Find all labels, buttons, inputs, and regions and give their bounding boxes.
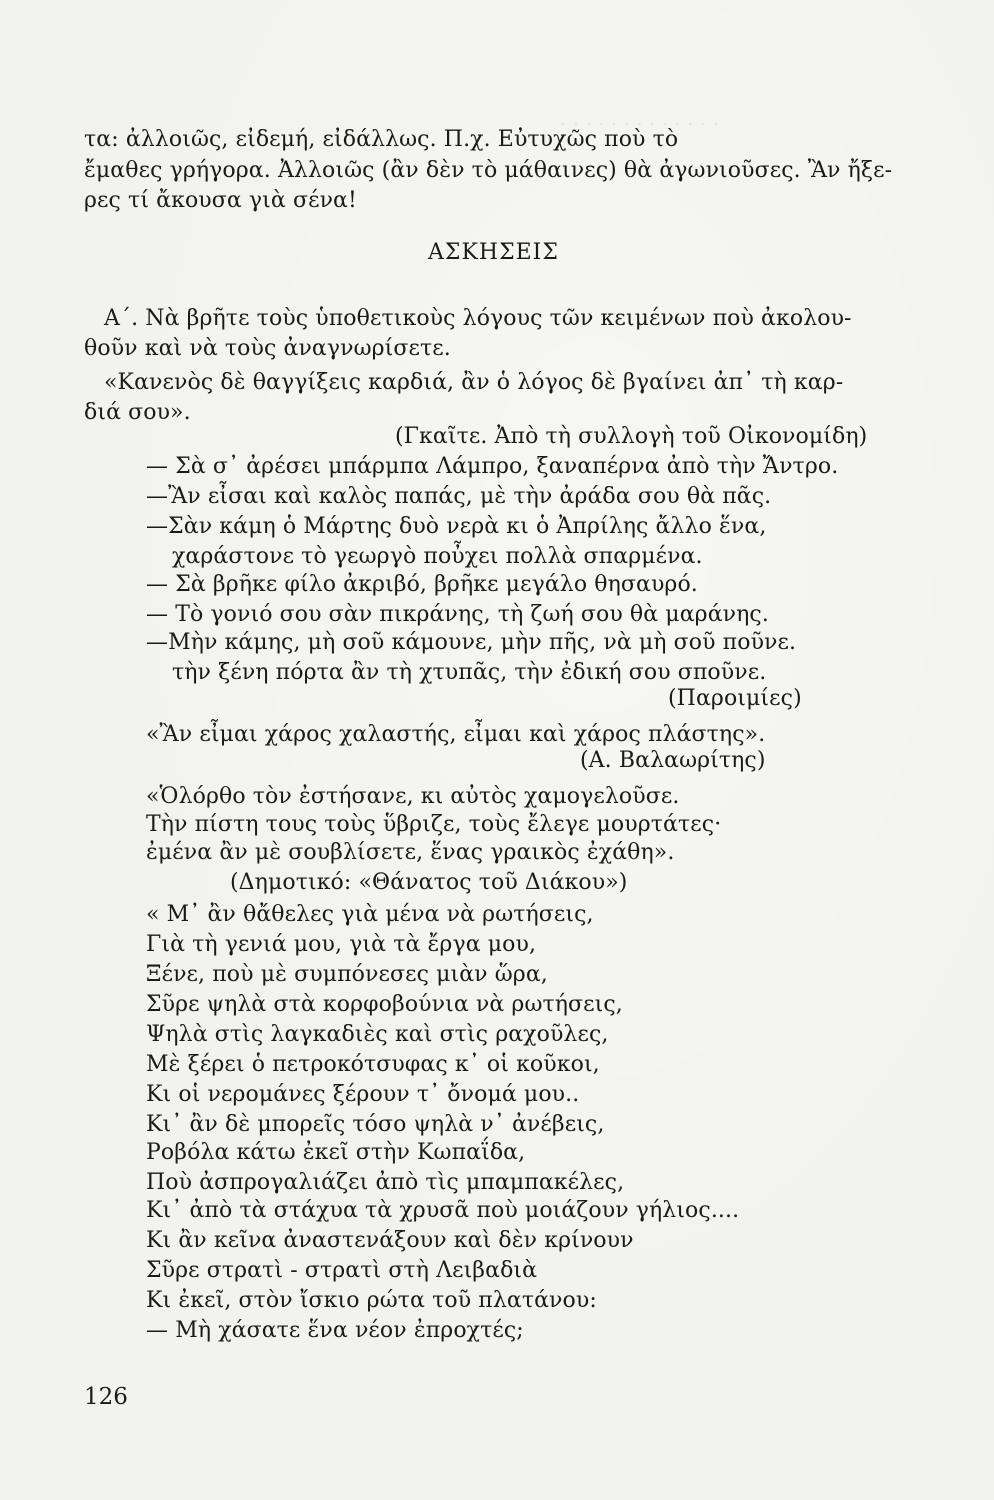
poem-line-12: Κι ἂν κεῖνα ἀναστενάξουν καὶ δὲν κρίνουν: [146, 1228, 634, 1253]
proverbs-source: (Παροιμίες): [668, 686, 802, 711]
quote3-source: (Δημοτικό: «Θάνατος τοῦ Διάκου»): [230, 870, 628, 895]
poem-line-2: Γιὰ τὴ γενιά μου, γιὰ τὰ ἔργα μου,: [146, 932, 537, 957]
proverb-line-8: τὴν ξένη πόρτα ἂν τὴ χτυπᾶς, τὴν ἐδική σου σποῦνε.: [172, 660, 767, 685]
intro-line-2: ἔμαθες γρήγορα. Ἀλλοιῶς (ἂν δὲν τὸ μάθαινες) θὰ ἀγωνιοῦσες. Ἂν ἤξε-: [84, 158, 893, 183]
quote2-source: (Α. Βαλαωρίτης): [580, 748, 766, 773]
poem-line-1: « Μ᾿ ἂν θἄθελες γιὰ μένα νὰ ρωτήσεις,: [146, 902, 594, 927]
page-number: 126: [84, 1384, 128, 1410]
section-heading: ΑΣΚΗΣΕΙΣ: [428, 240, 559, 265]
proverb-line-7: —Μὴν κάμης, μὴ σοῦ κάμουνε, μὴν πῆς, νὰ μὴ σοῦ ποῦνε.: [146, 630, 797, 655]
poem-line-8: Κι᾿ ἂν δὲ μπορεῖς τόσο ψηλὰ ν᾿ ἀνέβεις,: [146, 1112, 605, 1137]
poem-line-15: — Μὴ χάσατε ἕνα νέον ἐπροχτές;: [146, 1318, 524, 1343]
poem-line-11: Κι᾿ ἀπὸ τὰ στάχυα τὰ χρυσᾶ ποὺ μοιάζουν γήλιος....: [146, 1198, 740, 1223]
intro-line-1: τα: ἀλλοιῶς, εἰδεμή, εἰδάλλως. Π.χ. Εὐτυχῶς ποὺ τὸ: [84, 127, 679, 152]
quote1-line-2: διά σου».: [84, 400, 191, 425]
quote3-line-2: Τὴν πίστη τους τοὺς ὕβριζε, τοὺς ἔλεγε μουρτάτες·: [146, 812, 722, 837]
poem-line-10: Ποὺ ἀσπρογαλιάζει ἀπὸ τὶς μπαμπακέλες,: [146, 1170, 625, 1195]
poem-line-3: Ξένε, ποὺ μὲ συμπόνεσες μιὰν ὥρα,: [146, 962, 548, 987]
proverb-line-2: —Ἂν εἶσαι καὶ καλὸς παπάς, μὲ τὴν ἀράδα σου θὰ πᾶς.: [146, 484, 772, 509]
proverb-line-6: — Τὸ γονιό σου σὰν πικράνης, τὴ ζωή σου θὰ μαράνης.: [146, 602, 769, 627]
intro-line-3: ρες τί ἄκουσα γιὰ σένα!: [84, 188, 357, 213]
poem-line-9: Ροβόλα κάτω ἐκεῖ στὴν Κωπαΐδα,: [146, 1140, 526, 1165]
exercise-line-1: Α΄. Νὰ βρῆτε τοὺς ὑποθετικοὺς λόγους τῶν κειμένων ποὺ ἀκολου-: [104, 306, 852, 331]
poem-line-4: Σῦρε ψηλὰ στὰ κορφοβούνια νὰ ρωτήσεις,: [146, 992, 623, 1017]
quote2-line: «Ἂν εἶμαι χάρος χαλαστής, εἶμαι καὶ χάρος πλάστης».: [146, 722, 766, 747]
poem-line-7: Κι οἱ νερομάνες ξέρουν τ᾿ ὄνομά μου..: [146, 1082, 580, 1107]
show-through: · · · · · · · · · · · · ·: [560, 112, 719, 136]
quote3-line-3: ἐμένα ἂν μὲ σουβλίσετε, ἕνας γραικὸς ἐχάθη».: [146, 840, 675, 865]
proverb-line-3: —Σὰν κάμη ὁ Μάρτης δυὸ νερὰ κι ὁ Ἀπρίλης ἄλλο ἕνα,: [146, 514, 767, 539]
quote1-source: (Γκαῖτε. Ἀπὸ τὴ συλλογὴ τοῦ Οἰκονομίδη): [395, 424, 868, 449]
proverb-line-5: — Σὰ βρῆκε φίλο ἀκριβό, βρῆκε μεγάλο θησαυρό.: [146, 572, 698, 597]
poem-line-13: Σῦρε στρατὶ - στρατὶ στὴ Λειβαδιὰ: [146, 1258, 538, 1283]
poem-line-6: Μὲ ξέρει ὁ πετροκότσυφας κ᾿ οἱ κοῦκοι,: [146, 1052, 600, 1077]
quote1-line-1: «Κανενὸς δὲ θαγγίξεις καρδιά, ἂν ὁ λόγος δὲ βγαίνει ἀπ᾿ τὴ καρ-: [104, 370, 844, 395]
quote3-line-1: «Ὁλόρθο τὸν ἐστήσανε, κι αὐτὸς χαμογελοῦσε.: [146, 784, 680, 809]
proverb-line-4: χαράστονε τὸ γεωργὸ ποὖχει πολλὰ σπαρμένα.: [172, 544, 703, 569]
poem-line-14: Κι ἐκεῖ, στὸν ἴσκιο ρώτα τοῦ πλατάνου:: [146, 1288, 597, 1313]
exercise-line-2: θοῦν καὶ νὰ τοὺς ἀναγνωρίσετε.: [84, 336, 451, 361]
poem-line-5: Ψηλὰ στὶς λαγκαδιὲς καὶ στὶς ραχοῦλες,: [146, 1022, 609, 1047]
proverb-line-1: — Σὰ σ᾿ ἀρέσει μπάρμπα Λάμπρο, ξαναπέρνα ἀπὸ τὴν Ἄντρο.: [146, 454, 839, 479]
